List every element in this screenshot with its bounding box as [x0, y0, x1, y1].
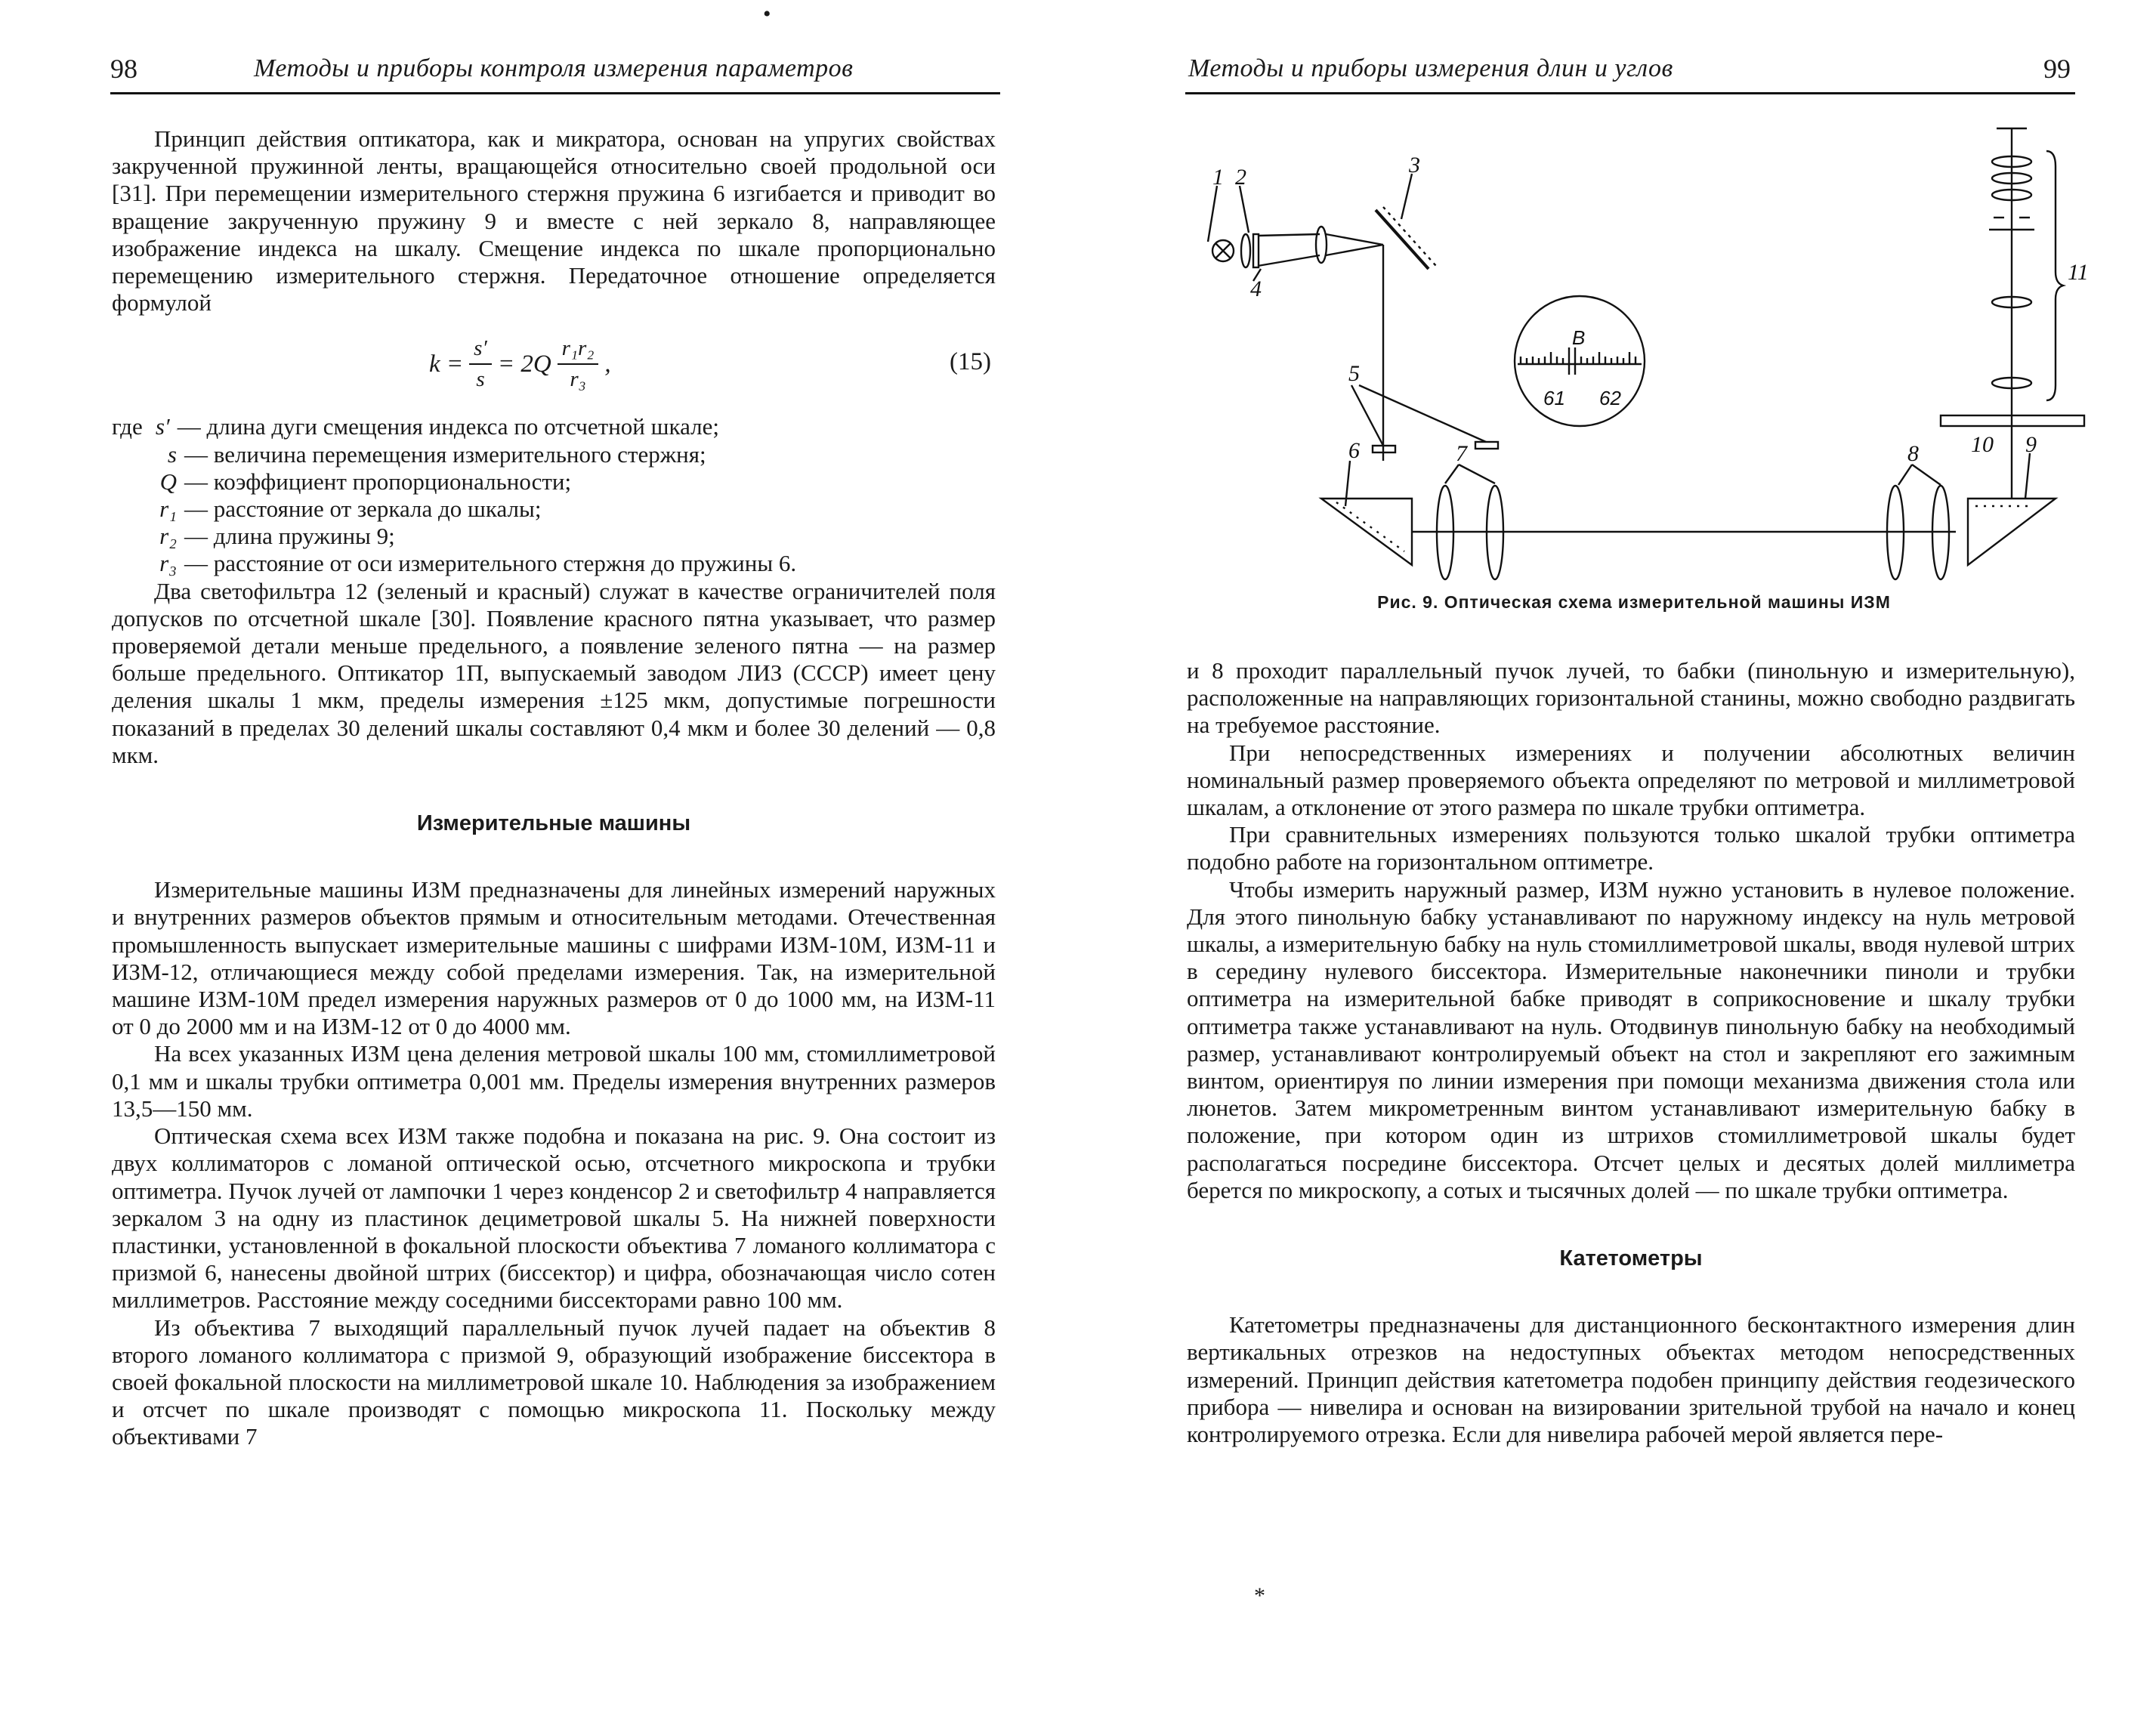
figure-label: 4	[1250, 276, 1262, 301]
figure-label: 1	[1212, 165, 1224, 190]
formula-frac2-num: r₁r₂	[558, 335, 599, 364]
body-paragraph: и 8 проходит параллельный пучок лучей, то бабки (пинольную и измерительную), расположенные на направляющих горизонтальной станины, можно свободно раздвигать на требуемое расстояние.	[1187, 657, 2075, 739]
figure-label: 11	[2068, 260, 2089, 285]
legend-prefix: где	[112, 413, 143, 440]
bracket-11	[2046, 151, 2063, 400]
legend-text: — расстояние от зеркала до шкалы;	[184, 496, 542, 523]
left-page-number: 98	[110, 54, 137, 84]
light-filter	[1253, 234, 1259, 267]
formula-fraction-2	[558, 335, 599, 392]
prism-6	[1321, 499, 1412, 565]
figure-label: 5	[1348, 361, 1360, 386]
intro-paragraph: Принцип действия оптикатора, как и микратора, основан на упругих свойствах закрученной пружинной ленты, вращающейся относительно своей продольной оси [31]. При перемещении измерительного стержня пружина 6 изгибается и приводит во вращение закрученную пружину 9 и вместе с ней зеркало 8, направляющее изображение индекса на шкалу. Смещение индекса по шкале пропорционально перемещению измерительного стержня. Передаточное отношение определяется формулой	[112, 125, 996, 316]
figure-label: 7	[1456, 441, 1467, 466]
body-paragraph: Катетометры предназначены для дистанционного бесконтактного измерения длин вертикальных отрезков на недоступных объектах методом непосредственных измерений. Принцип действия катетометра подобен принципу действия геодезического прибора — нивелира и основан на визировании зрительной трубой на начало и конец контролируемого отрезка. Если для нивелира рабочей мерой является пере-	[1187, 1311, 2075, 1448]
formula-frac1-num: s′	[469, 335, 492, 364]
legend-text: — величина перемещения измерительного стержня;	[184, 440, 706, 468]
section-title-katetometry: Катетометры	[1559, 1246, 1703, 1271]
formula-15	[112, 323, 996, 409]
body-paragraph: Измерительные машины ИЗМ предназначены для линейных измерений наружных и внутренних размеров объектов прямым и относительным методами. Отечественная промышленность выпускает измерительные машины с шифрами ИЗМ-10М, ИЗМ-11 и ИЗМ-12, отличающиеся между собой пределами измерения. Так, на измерительной машине ИЗМ-10М предел измерения наружных размеров от 0 до 1000 мм, на ИЗМ-11 от 0 до 2000 мм и на ИЗМ-12 от 0 до 4000 мм.	[112, 876, 996, 1040]
optical-scheme-diagram	[1185, 121, 2089, 589]
body-paragraph: При сравнительных измерениях пользуются только шкалой трубки оптиметра подобно работе на горизонтальном оптиметре.	[1187, 821, 2075, 875]
formula-lhs: k =	[429, 350, 464, 378]
figure-9-optical-scheme	[1185, 121, 2089, 589]
scale-plate	[1475, 442, 1498, 449]
legend-row	[112, 550, 996, 577]
section-title-izm: Измерительные машины	[416, 811, 691, 836]
figure-label: 8	[1907, 441, 1919, 466]
right-text-column	[1187, 657, 2075, 1448]
filters-paragraph: Два светофильтра 12 (зеленый и красный) служат в качестве ограничителей поля допусков по отсчетной шкале [30]. Появление красного пятна указывает, что размер проверяемой детали меньше предельного, а появление зеленого пятна — на размер больше предельного. Оптикатор 1П, выпускаемый заводом ЛИЗ (СССР) имеет цену деления шкалы 1 мкм, пределы измерения ±125 мкм, допустимые погрешности показаний в пределах 30 делений шкалы составляют 0,4 мкм и более 30 делений — 0,8 мкм.	[112, 577, 996, 768]
formula-mid: = 2Q	[497, 350, 551, 378]
formula-tail: ,	[604, 350, 611, 378]
body-paragraph: При непосредственных измерениях и получении абсолютных величин номинальный размер проверяемого объекта определяют по метровой и миллиметровой шкалам, а отклонение от этого размера по шкале трубки оптиметра.	[1187, 739, 2075, 821]
left-running-head	[110, 50, 1000, 94]
figure-label: 3	[1409, 153, 1420, 178]
collimator-lens	[1316, 227, 1327, 263]
formula-frac2-den: r₃	[570, 366, 586, 391]
body-paragraph: Чтобы измерить наружный размер, ИЗМ нужно установить в нулевое положение. Для этого пинольную бабку устанавливают по наружному индексу на нуль метровой шкалы, а измерительную бабку на нуль стомиллиметровой шкалы, вводя нулевой штрих в середину нулевого биссектора. Измерительные наконечники пиноли и трубки оптиметра на измерительной бабке приводят в соприкосновение и шкалу трубки оптиметра также устанавливают на нуль. Отодвинув пинольную бабку на необходимый размер, устанавливают контролируемый объект на стол и закрепляют его зажимным винтом, ориентируя по линии измерения при помощи механизма движения стола или люнетов. Затем микрометренным винтом устанавливают измерительную бабку в положение, при котором один из штрихов стомиллиметровой шкалы будет располагаться посредине биссектора. Отсчет целых и десятых долей миллиметра берется по микроскопу, а сотых и тысячных долей — по шкале трубки оптиметра.	[1187, 875, 2075, 1203]
body-paragraph: Оптическая схема всех ИЗМ также подобна и показана на рис. 9. Она состоит из двух коллиматоров с ломаной оптической осью, отсчетного микроскопа и трубки оптиметра. Пучок лучей от лампочки 1 через конденсор 2 и светофильтр 4 направляется зеркалом 3 на одну из пластинок дециметровой шкалы 5. На нижней поверхности пластинки, установленной в фокальной плоскости объектива 7 ломаного коллиматора с призмой 6, нанесены двойной штрих (биссектор) и цифра, обозначающая число сотен миллиметров. Расстояние между соседними биссекторами равно 100 мм.	[112, 1122, 996, 1314]
dial-letter: B	[1572, 326, 1586, 349]
prism-9	[1968, 499, 2056, 565]
formula-fraction-1	[469, 335, 492, 392]
legend-symbol: r₂	[159, 523, 177, 550]
legend-text: — длина дуги смещения индекса по отсчетной шкале;	[177, 413, 719, 440]
left-running-title: Методы и приборы контроля измерения параметров	[254, 54, 854, 82]
figure-label: 2	[1235, 165, 1246, 190]
legend-row	[112, 523, 996, 550]
figure-caption: Рис. 9. Оптическая схема измерительной машины ИЗМ	[1377, 592, 1891, 612]
condenser-lens	[1241, 234, 1250, 267]
left-text-column	[112, 125, 996, 1451]
dial-number-left: 61	[1543, 387, 1565, 409]
legend-text: — длина пружины 9;	[184, 523, 395, 550]
legend-symbol: s	[167, 440, 177, 468]
formula-number: (15)	[950, 348, 991, 376]
legend-row	[112, 496, 996, 523]
print-speck-bottom: *	[1254, 1583, 1265, 1608]
legend-symbol: r₃	[159, 550, 177, 577]
legend-symbol: r₁	[159, 496, 177, 523]
right-page	[1078, 0, 2156, 1726]
right-page-number: 99	[2043, 54, 2071, 84]
legend-text: — расстояние от оси измерительного стержня до пружины 6.	[184, 550, 797, 577]
legend-symbol: s′	[155, 413, 170, 440]
body-paragraph: Из объектива 7 выходящий параллельный пучок лучей падает на объектив 8 второго ломаного коллиматора с призмой 9, образующий изображение биссектора в своей фокальной плоскости на миллиметровой шкале 10. Наблюдения за изображением и отсчет по шкале производят с помощью микроскопа 11. Поскольку между объективами 7	[112, 1314, 996, 1450]
legend-row	[112, 441, 996, 468]
legend-text: — коэффициент пропорциональности;	[184, 468, 572, 495]
legend-row	[112, 413, 996, 440]
formula-legend	[112, 413, 996, 577]
legend-row	[112, 468, 996, 496]
formula-frac1-den: s	[476, 366, 485, 391]
figure-label: 9	[2025, 432, 2037, 457]
dial-number-right: 62	[1599, 387, 1621, 409]
right-running-head	[1185, 50, 2075, 94]
body-paragraph: На всех указанных ИЗМ цена деления метровой шкалы 100 мм, стомиллиметровой 0,1 мм и шкалы трубки оптиметра 0,001 мм. Пределы измерения внутренних размеров 13,5—150 мм.	[112, 1040, 996, 1122]
legend-symbol: Q	[159, 468, 177, 495]
right-running-title: Методы и приборы измерения длин и углов	[1188, 54, 1673, 82]
figure-label: 6	[1348, 438, 1360, 463]
print-speck-top: •	[763, 2, 771, 26]
figure-label: 10	[1971, 432, 1994, 457]
scale-view-circle	[1515, 296, 1645, 426]
